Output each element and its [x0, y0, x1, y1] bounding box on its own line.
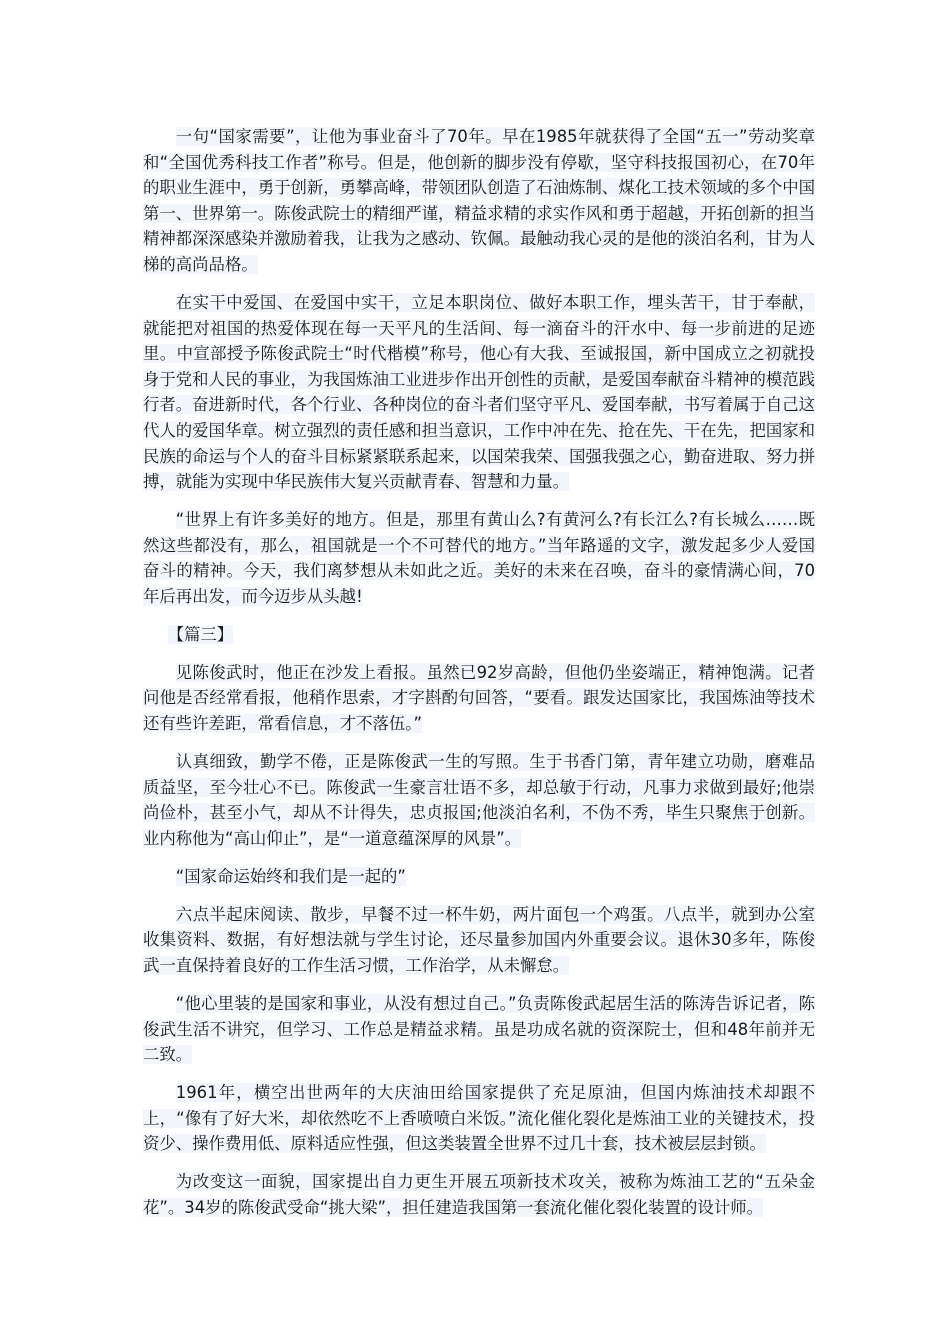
paragraph-9	[143, 1169, 815, 1220]
paragraph-4	[143, 660, 815, 737]
section-heading	[143, 622, 815, 648]
paragraph-6	[143, 902, 815, 979]
paragraph-text: 认真细致，勤学不倦，正是陈俊武一生的写照。生于书香门第，青年建立功勋，磨难品质益坚，至今壮心不已。陈俊武一生豪言壮语不多，却总敏于行动，凡事力求做到最好;他崇尚俭朴，甚至小气，却从不计得失，忠贞报国;他淡泊名利，不伪不秀，毕生只聚焦于创新。业内称他为“高山仰止”，是“一道意蕴深厚的风景”。	[143, 752, 815, 848]
paragraph-5	[143, 749, 815, 851]
paragraph-1	[143, 124, 815, 278]
paragraph-3	[143, 507, 815, 609]
paragraph-text: 为改变这一面貌，国家提出自力更生开展五项新技术攻关，被称为炼油工艺的“五朵金花”。34岁的陈俊武受命“挑大梁”，担任建造我国第一套流化催化裂化装置的设计师。	[143, 1172, 815, 1217]
subheading-quote	[143, 864, 815, 890]
subheading-quote-text: “国家命运始终和我们是一起的”	[175, 866, 406, 886]
paragraph-7	[143, 991, 815, 1068]
paragraph-text: 在实干中爱国、在爱国中实干，立足本职岗位、做好本职工作，埋头苦干，甘于奉献，就能把对祖国的热爱体现在每一天平凡的生活间、每一滴奋斗的汗水中、每一步前进的足迹里。中宣部授予陈俊武院士“时代楷模”称号，他心有大我、至诚报国，新中国成立之初就投身于党和人民的事业，为我国炼油工业进步作出开创性的贡献，是爱国奉献奋斗精神的模范践行者。奋进新时代，各个行业、各种岗位的奋斗者们坚守平凡、爱国奉献，书写着属于自己这代人的爱国华章。树立强烈的责任感和担当意识，工作中冲在先、抢在先、干在先，把国家和民族的命运与个人的奋斗目标紧紧联系起来，以国荣我荣、国强我强之心，勤奋进取、努力拼搏，就能为实现中华民族伟大复兴贡献青春、智慧和力量。	[143, 292, 816, 492]
paragraph-text: 一句“国家需要”，让他为事业奋斗了70年。早在1985年就获得了全国“五一”劳动奖章和“全国优秀科技工作者”称号。但是，他创新的脚步没有停歇，坚守科技报国初心，在70年的职业生涯中，勇于创新，勇攀高峰，带领团队创造了石油炼制、煤化工技术领域的多个中国第一、世界第一。陈俊武院士的精细严谨，精益求精的求实作风和勇于超越，开拓创新的担当精神都深深感染并激励着我，让我为之感动、钦佩。最触动我心灵的是他的淡泊名利，甘为人梯的高尚品格。	[143, 127, 816, 274]
paragraph-text: 见陈俊武时，他正在沙发上看报。虽然已92岁高龄，但他仍坐姿端正，精神饱满。记者问他是否经常看报，他稍作思索，才字斟酌句回答，“要看。跟发达国家比，我国炼油等技术还有些许差距，常看信息，才不落伍。”	[143, 662, 815, 734]
document-body	[143, 124, 815, 1233]
paragraph-text: 1961年，横空出世两年的大庆油田给国家提供了充足原油，但国内炼油技术却跟不上，“像有了好大米，却依然吃不上香喷喷白米饭。”流化催化裂化是炼油工业的关键技术，投资少、操作费用低、原料适应性强，但这类装置全世界不过几十套，技术被层层封锁。	[143, 1083, 815, 1154]
paragraph-2	[143, 290, 815, 495]
section-heading-text: 【篇三】	[167, 624, 234, 644]
paragraph-text: 六点半起床阅读、散步，早餐不过一杯牛奶，两片面包一个鸡蛋。八点半，就到办公室收集资料、数据，有好想法就与学生讨论，还尽量参加国内外重要会议。退休30多年，陈俊武一直保持着良好的工作生活习惯，工作治学，从未懈怠。	[143, 904, 815, 975]
paragraph-text: “他心里装的是国家和事业，从没有想过自己。”负责陈俊武起居生活的陈涛告诉记者，陈俊武生活不讲究，但学习、工作总是精益求精。虽是功成名就的资深院士，但和48年前并无二致。	[143, 993, 815, 1065]
paragraph-8	[143, 1080, 815, 1157]
paragraph-text: “世界上有许多美好的地方。但是，那里有黄山么?有黄河么?有长江么?有长城么……既然这些都没有，那么，祖国就是一个不可替代的地方。”当年路遥的文字，激发起多少人爱国奋斗的精神。今天，我们离梦想从未如此之近。美好的未来在召唤，奋斗的豪情满心间，70年后再出发，而今迈步从头越!	[143, 510, 815, 606]
